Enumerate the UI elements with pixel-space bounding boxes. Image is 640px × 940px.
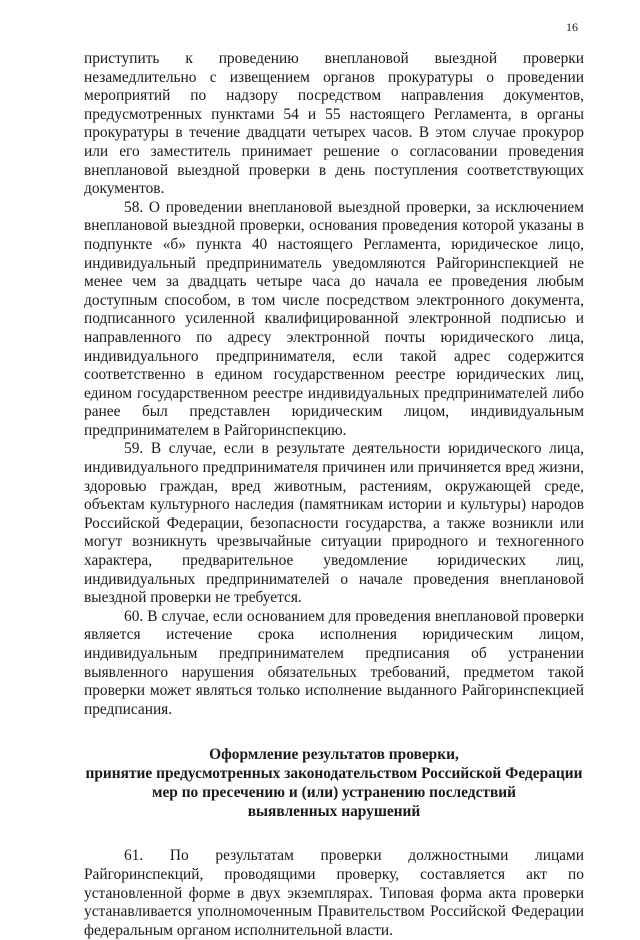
section-heading: Оформление результатов проверки, принятие предусмотренных законодательством Российской Федерации мер по пресечению и (или) устранению последствий выявленных нарушений xyxy=(85,746,583,821)
paragraph-61: 61. По результатам проверки должностными лицами Райгоринспекций, проводящими проверку, составляется акт по установленной форме в двух экземплярах. Типовая форма акта проверки устанавливается уполномоченным Правительством Российской Федерации федеральным органом исполнительной власти. xyxy=(84,847,584,939)
document-body xyxy=(84,50,584,940)
paragraph-57-continuation: приступить к проведению внеплановой выездной проверки незамедлительно с извещением органов прокуратуры о проведении мероприятий по надзору посредством направления документов, предусмотренных пунктами 54 и 55 настоящего Регламента, в органы прокуратуры в течение двадцати четырех часов. В этом случае прокурор или его заместитель принимает решение о согласовании проведения внеплановой выездной проверки в день поступления соответствующих документов. xyxy=(84,50,584,198)
paragraph-59: 59. В случае, если в результате деятельности юридического лица, индивидуального предпринимателя причинен или причиняется вред жизни, здоровью граждан, вред животным, растениям, окружающей среде, объектам культурного наследия (памятникам истории и культуры) народов Российской Федерации, безопасности государства, а также возникли или могут возникнуть чрезвычайные ситуации природного и техногенного характера, предварительное уведомление юридических лиц, индивидуальных предпринимателей о начале проведения внеплановой выездной проверки не требуется. xyxy=(84,440,584,607)
paragraph-60: 60. В случае, если основанием для проведения внеплановой проверки является истечение срока исполнения юридическим лицом, индивидуальным предпринимателем предписания об устранении выявленного нарушения обязательных требований, предметом такой проверки может являться только исполнение выданного Райгоринспекцией предписания. xyxy=(84,607,584,718)
page-number: 16 xyxy=(566,20,578,34)
paragraph-58: 58. О проведении внеплановой выездной проверки, за исключением внеплановой выездной проверки, основания проведения которой указаны в подпункте «б» пункта 40 настоящего Регламента, юридическое лицо, индивидуальный предприниматель уведомляются Райгоринспекцией не менее чем за двадцать четыре часа до начала ее проведения любым доступным способом, в том числе посредством электронного документа, подписанного усиленной квалифицированной электронной подписью и направленного по адресу электронной почты юридического лица, индивидуального предпринимателя, если такой адрес содержится соответственно в едином государственном реестре юридических лиц, едином государственном реестре индивидуальных предпринимателей либо ранее был представлен юридическим лицом, индивидуальным предпринимателем в Райгоринспекцию. xyxy=(84,198,584,439)
